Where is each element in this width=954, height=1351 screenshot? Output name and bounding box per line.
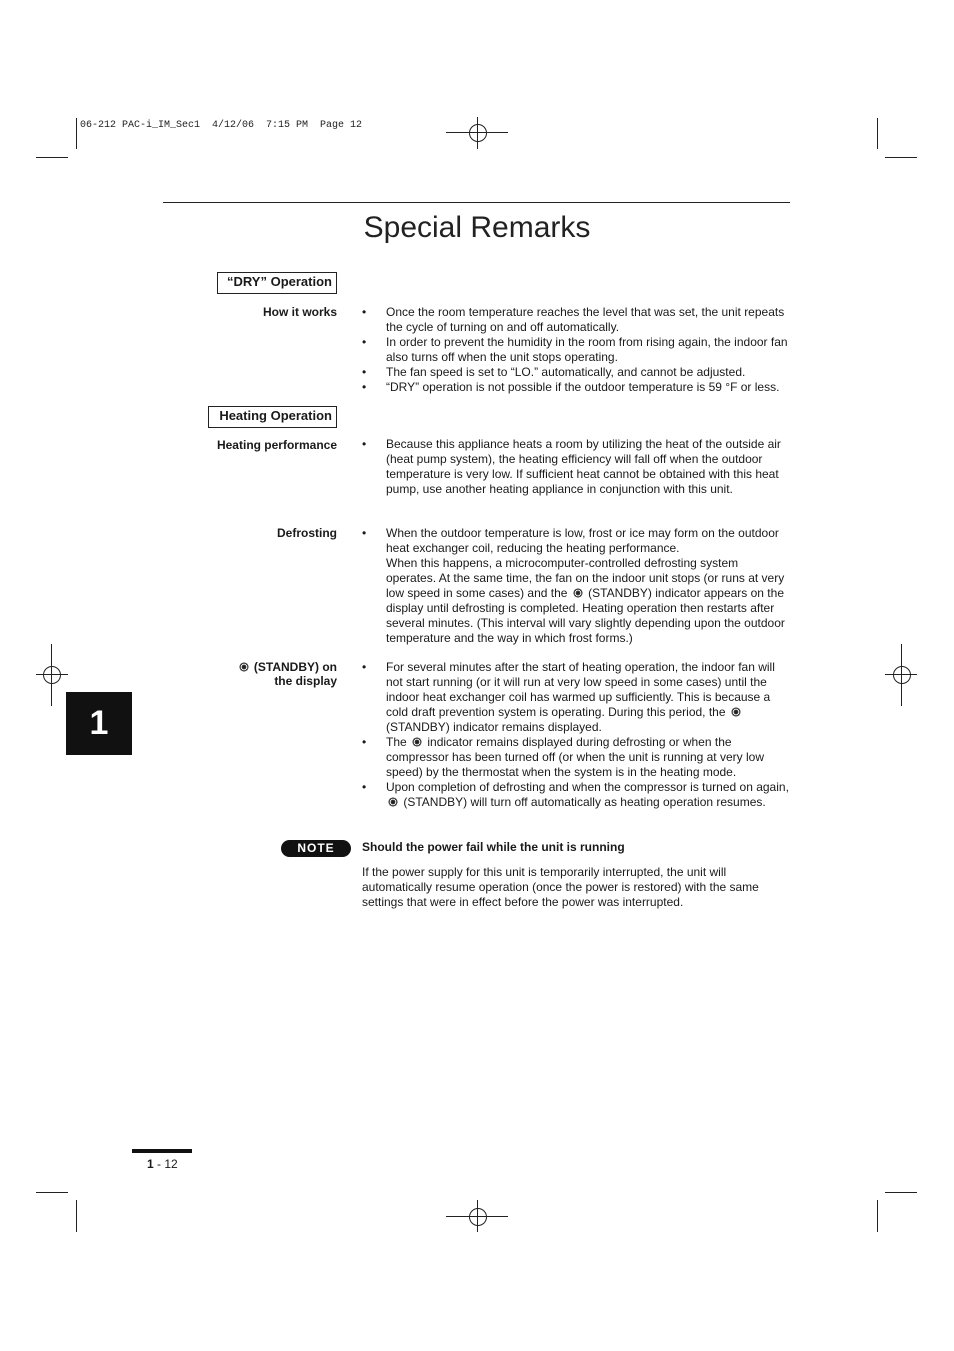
- defrosting-label: Defrosting: [277, 526, 337, 540]
- standby-display-label: [237, 660, 337, 688]
- standby-bullet1-text-a: For several minutes after the start of heating operation, the indoor fan will not start running (or it will run at very low speed in some cases) until the indoor heat exchanger coil has warmed up sufficiently. This is because a cold draft prevention system is operating. During this period, the: [386, 660, 775, 719]
- list-item: [362, 660, 790, 735]
- dry-operation-heading: “DRY” Operation: [217, 272, 337, 294]
- defrosting-text-c: (STANDBY) indicator appears on the display until defrosting is completed. Heating operation then restarts after several minutes. (This interval will vary slightly depending upon the outdoor temperature and the way in which frost forms.): [386, 586, 785, 645]
- defrosting-list: [362, 526, 790, 646]
- list-item: [362, 780, 790, 810]
- list-item: • Once the room temperature reaches the level that was set, the unit repeats the cycle of turning on and off automatically.: [362, 305, 790, 335]
- standby-bullet2-text-a: The: [386, 735, 407, 749]
- page-chapter: 1: [147, 1157, 154, 1171]
- how-it-works-label: How it works: [262, 305, 337, 319]
- list-item: • The fan speed is set to “LO.” automatically, and cannot be adjusted.: [362, 365, 790, 380]
- note-heading: Should the power fail while the unit is running: [362, 840, 625, 854]
- dry-bullet-list: [362, 305, 790, 395]
- header-rule: [163, 202, 790, 203]
- standby-list: [362, 660, 790, 810]
- note-badge: NOTE: [281, 840, 351, 857]
- list-item: [362, 735, 790, 780]
- footer-bar: [132, 1149, 192, 1153]
- standby-indicator-icon: [573, 588, 583, 598]
- list-item: • “DRY” operation is not possible if the outdoor temperature is 59 °F or less.: [362, 380, 790, 395]
- print-slug: 06-212 PAC-i_IM_Sec1 4/12/06 7:15 PM Page 12: [80, 120, 363, 131]
- standby-label-line1: (STANDBY) on: [253, 660, 337, 674]
- standby-indicator-icon: [412, 737, 422, 747]
- chapter-tab: 1: [66, 692, 132, 755]
- defrosting-text-a: When the outdoor temperature is low, frost or ice may form on the outdoor heat exchanger coil, reducing the heating performance.: [386, 526, 779, 555]
- standby-bullet2-text-b: indicator remains displayed during defrosting or when the compressor has been turned off (or when the unit is running at very low speed) by the thermostat when the system is in the heating mode.: [386, 735, 764, 779]
- page-index: 12: [164, 1157, 178, 1171]
- list-item: • In order to prevent the humidity in the room from rising again, the indoor fan also turns off when the unit stops operating.: [362, 335, 790, 365]
- note-body: If the power supply for this unit is temporarily interrupted, the unit will automatically resume operation (once the power is restored) with the same settings that were in effect before the power was interrupted.: [362, 865, 759, 909]
- page-title: Special Remarks: [363, 211, 591, 244]
- page-separator: -: [153, 1157, 165, 1171]
- defrosting-text-b: When this happens, a microcomputer-controlled defrosting system operates. At the same time, the fan on the indoor unit stops (or runs at very low speed in some cases) and the: [386, 556, 785, 600]
- heating-performance-list: [362, 437, 790, 497]
- standby-indicator-icon: [731, 707, 741, 717]
- standby-bullet3-text-a: Upon completion of defrosting and when the compressor is turned on again,: [386, 780, 789, 794]
- standby-bullet1-text-b: (STANDBY) indicator remains displayed.: [386, 720, 602, 734]
- standby-label-line2: the display: [274, 674, 337, 688]
- standby-indicator-icon: [388, 797, 398, 807]
- list-item: • Because this appliance heats a room by utilizing the heat of the outside air (heat pump system), the heating efficiency will fall off when the outdoor temperature is very low. If sufficient heat cannot be obtained with this heat pump, use another heating appliance in conjunction with this unit.: [362, 437, 790, 497]
- standby-indicator-icon: [239, 662, 249, 672]
- list-item: [362, 526, 790, 646]
- standby-bullet3-text-b: (STANDBY) will turn off automatically as heating operation resumes.: [403, 795, 766, 809]
- heating-performance-label: Heating performance: [216, 438, 337, 452]
- page-number: [147, 1157, 178, 1171]
- heating-operation-heading: Heating Operation: [208, 406, 337, 428]
